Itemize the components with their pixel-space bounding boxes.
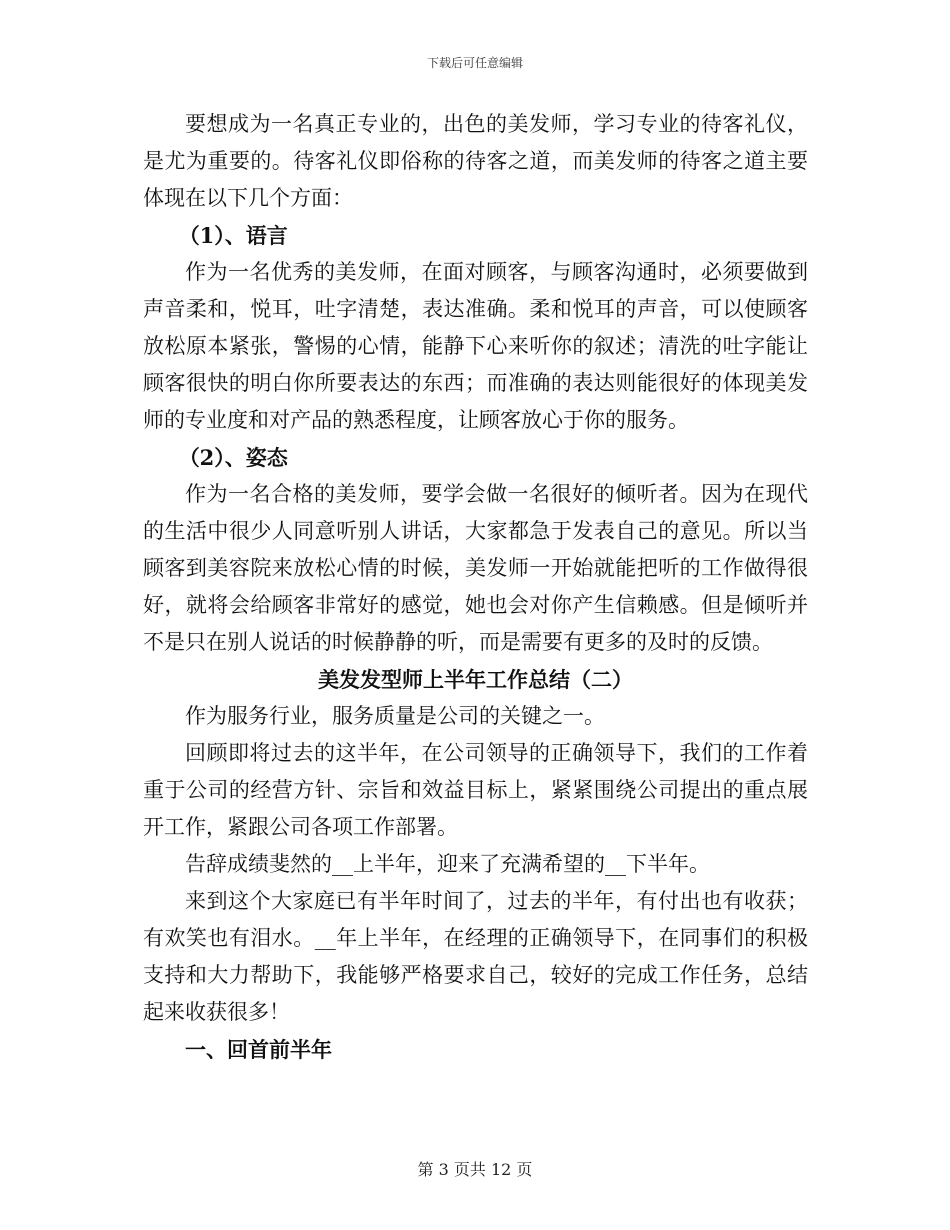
- paragraph-posture: 作为一名合格的美发师，要学会做一名很好的倾听者。因为在现代的生活中很少人同意听别人讲话，大家都急于发表自己的意见。所以当顾客到美容院来放松心情的时候，美发师一开始就能把听的工作做得很好，就将会给顾客非常好的感觉，她也会对你产生信赖感。但是倾听并不是只在别人说话的时候静静的听，而是需要有更多的及时的反馈。: [143, 482, 808, 654]
- section-heading-posture: （2）、姿态: [178, 445, 288, 470]
- paragraph-service: 作为服务行业，服务质量是公司的关键之一。: [185, 704, 605, 728]
- paragraph-language: 作为一名优秀的美发师，在面对顾客，与顾客沟通时，必须要做到声音柔和，悦耳，吐字清楚，表达准确。柔和悦耳的声音，可以使顾客放松原本紧张，警惕的心情，能静下心来听你的叙述；清洗的吐字能让顾客很快的明白你所要表达的东西；而准确的表达则能很好的体现美发师的专业度和对产品的熟悉程度，让顾客放心于你的服务。: [143, 260, 808, 432]
- document-body: [143, 106, 808, 1068]
- section-heading-language: （1）、语言: [178, 223, 288, 248]
- paragraph-half-year: 来到这个大家庭已有半年时间了，过去的半年，有付出也有收获；有欢笑也有泪水。__年上半年，在经理的正确领导下，在同事们的积极支持和大力帮助下，我能够严格要求自己，较好的完成工作任务，总结起来收获很多！: [143, 889, 808, 1024]
- page-footer: 第 3 页共 12 页: [417, 1160, 533, 1179]
- document-title: 美发发型师上半年工作总结（二）: [318, 667, 633, 692]
- paragraph-farewell: 告辞成绩斐然的__上半年，迎来了充满希望的__下半年。: [185, 852, 710, 876]
- paragraph-intro: 要想成为一名真正专业的，出色的美发师，学习专业的待客礼仪，是尤为重要的。待客礼仪即俗称的待客之道，而美发师的待客之道主要体现在以下几个方面：: [143, 112, 808, 210]
- section-heading-review: 一、回首前半年: [185, 1037, 332, 1062]
- page-header: 下载后可任意编辑: [426, 56, 523, 70]
- paragraph-review: 回顾即将过去的这半年，在公司领导的正确领导下，我们的工作着重于公司的经营方针、宗旨和效益目标上，紧紧围绕公司提出的重点展开工作，紧跟公司各项工作部署。: [143, 741, 808, 839]
